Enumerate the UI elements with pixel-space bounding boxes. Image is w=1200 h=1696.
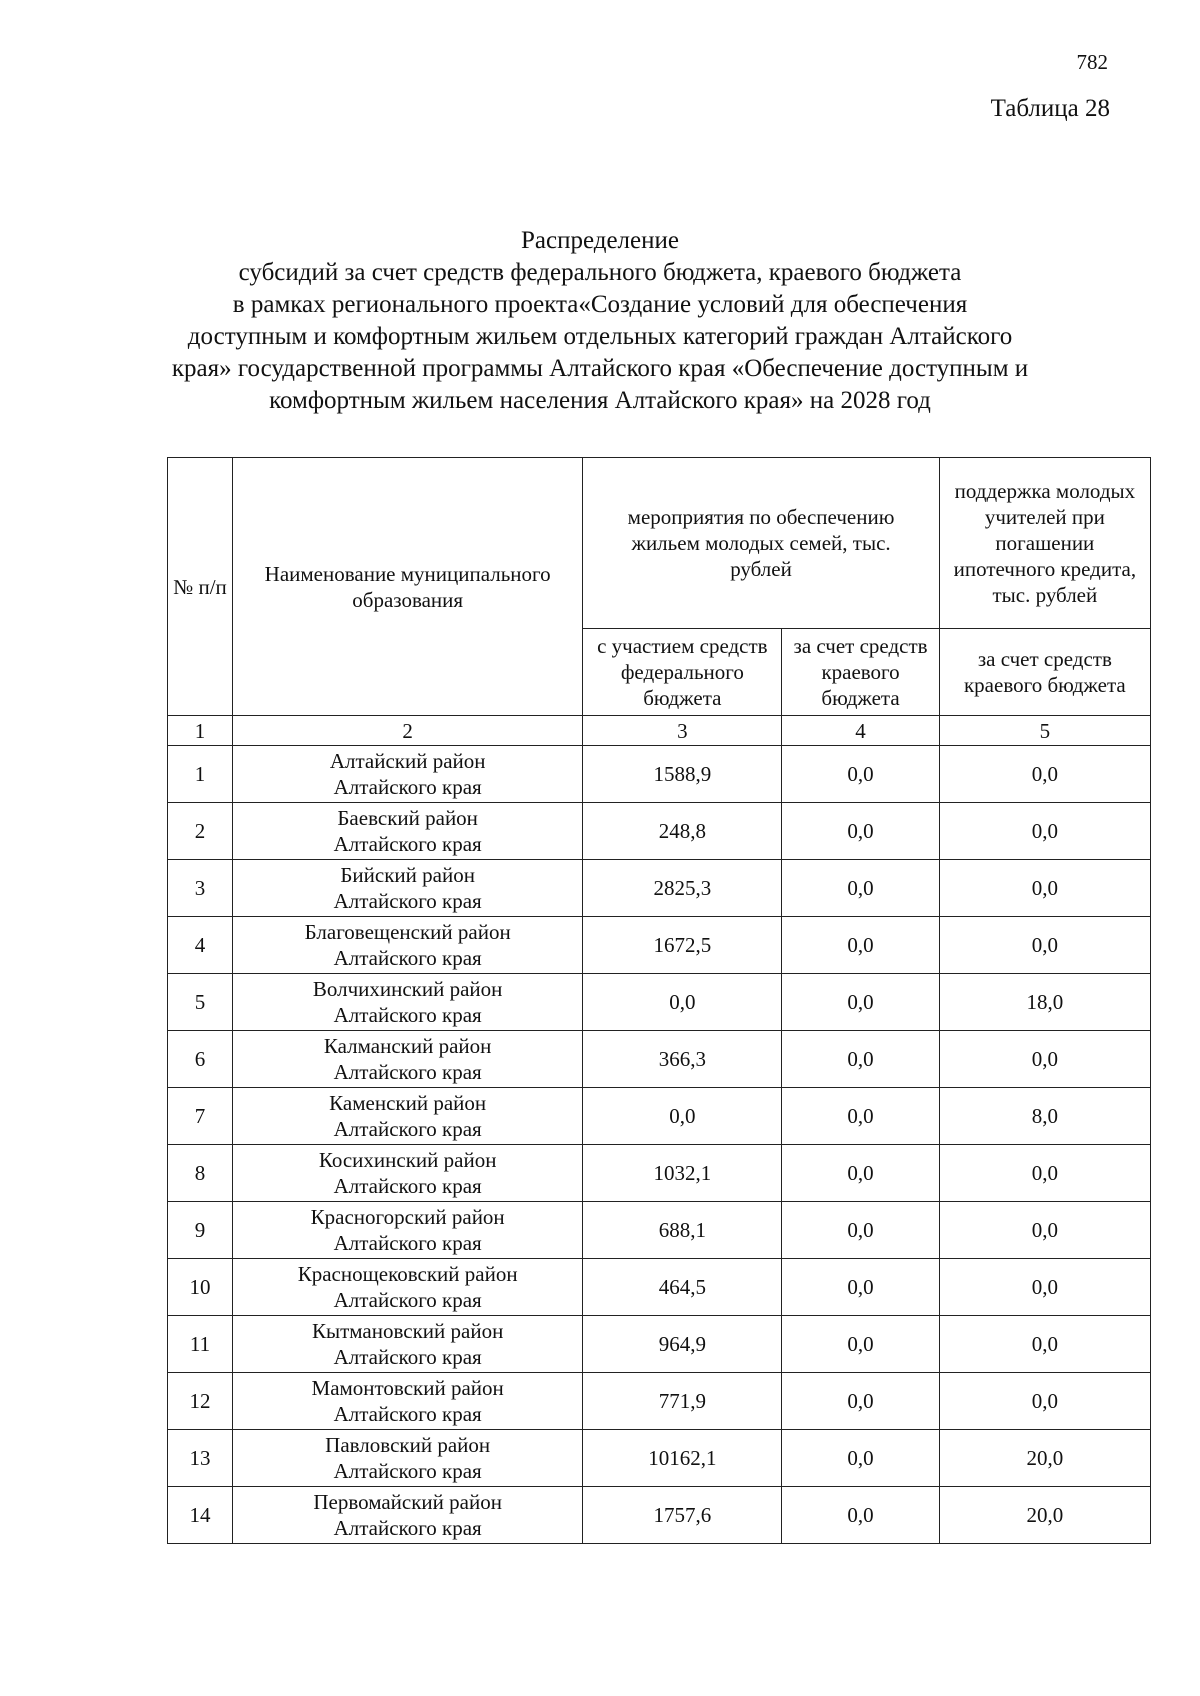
row-number: 5 [168, 974, 233, 1031]
municipality-name-line2: Алтайского края [333, 1060, 482, 1084]
teachers-value: 20,0 [939, 1487, 1150, 1544]
teachers-value: 18,0 [939, 974, 1150, 1031]
federal-value: 248,8 [583, 803, 782, 860]
regional-value: 0,0 [782, 1088, 939, 1145]
header-regional-funds-teachers: за счет средств краевого бюджета [939, 629, 1150, 716]
header-young-families: мероприятия по обеспечению жильем молодых семей, тыс. рублей [583, 458, 939, 629]
title-line: субсидий за счет средств федерального бюджета, краевого бюджета [238, 259, 962, 286]
regional-value: 0,0 [782, 1373, 939, 1430]
municipality-name [232, 1145, 582, 1202]
federal-value: 0,0 [583, 974, 782, 1031]
teachers-value: 0,0 [939, 1259, 1150, 1316]
municipality-name-line2: Алтайского края [333, 946, 482, 970]
municipality-name-line1: Волчихинский район [312, 977, 503, 1001]
table-row [168, 1373, 1151, 1430]
municipality-name [232, 1088, 582, 1145]
teachers-value: 0,0 [939, 803, 1150, 860]
column-number: 2 [232, 716, 582, 746]
municipality-name-line1: Павловский район [325, 1433, 491, 1457]
row-number: 10 [168, 1259, 233, 1316]
document-title [160, 225, 1040, 417]
municipality-name-line2: Алтайского края [333, 1174, 482, 1198]
column-number: 5 [939, 716, 1150, 746]
municipality-name-line1: Баевский район [337, 806, 478, 830]
regional-value: 0,0 [782, 1316, 939, 1373]
regional-value: 0,0 [782, 917, 939, 974]
federal-value: 1588,9 [583, 746, 782, 803]
teachers-value: 0,0 [939, 1145, 1150, 1202]
municipality-name-line1: Косихинский район [318, 1148, 497, 1172]
title-line: в рамках регионального проекта«Создание условий для обеспечения [232, 291, 968, 318]
teachers-value: 0,0 [939, 1316, 1150, 1373]
federal-value: 2825,3 [583, 860, 782, 917]
federal-value: 1672,5 [583, 917, 782, 974]
table-row [168, 1316, 1151, 1373]
federal-value: 1757,6 [583, 1487, 782, 1544]
regional-value: 0,0 [782, 1031, 939, 1088]
municipality-name-line1: Красногорский район [310, 1205, 505, 1229]
municipality-name-line2: Алтайского края [333, 1003, 482, 1027]
federal-value: 771,9 [583, 1373, 782, 1430]
municipality-name-line1: Первомайский район [313, 1490, 502, 1514]
regional-value: 0,0 [782, 1259, 939, 1316]
regional-value: 0,0 [782, 1430, 939, 1487]
municipality-name [232, 860, 582, 917]
municipality-name [232, 803, 582, 860]
row-number: 11 [168, 1316, 233, 1373]
municipality-name-line1: Алтайский район [329, 749, 486, 773]
row-number: 2 [168, 803, 233, 860]
municipality-name [232, 917, 582, 974]
municipality-name [232, 746, 582, 803]
row-number: 7 [168, 1088, 233, 1145]
table-row [168, 860, 1151, 917]
regional-value: 0,0 [782, 974, 939, 1031]
municipality-name-line1: Каменский район [329, 1091, 487, 1115]
teachers-value: 0,0 [939, 1031, 1150, 1088]
row-number: 8 [168, 1145, 233, 1202]
teachers-value: 0,0 [939, 917, 1150, 974]
municipality-name [232, 1259, 582, 1316]
title-line: доступным и комфортным жильем отдельных категорий граждан Алтайского [187, 323, 1013, 350]
municipality-name [232, 1316, 582, 1373]
header-municipality: Наименование муниципального образования [232, 458, 582, 716]
page-number: 782 [1076, 50, 1108, 74]
municipality-name [232, 1430, 582, 1487]
header-regional-funds: за счет средств краевого бюджета [782, 629, 939, 716]
header-row [168, 458, 1151, 629]
municipality-name-line2: Алтайского края [333, 889, 482, 913]
federal-value: 688,1 [583, 1202, 782, 1259]
row-number: 3 [168, 860, 233, 917]
federal-value: 10162,1 [583, 1430, 782, 1487]
row-number: 14 [168, 1487, 233, 1544]
regional-value: 0,0 [782, 1202, 939, 1259]
table-row [168, 1088, 1151, 1145]
table-row [168, 917, 1151, 974]
title-line: комфортным жильем населения Алтайского края» на 2028 год [269, 387, 931, 414]
teachers-value: 8,0 [939, 1088, 1150, 1145]
regional-value: 0,0 [782, 1145, 939, 1202]
table-row [168, 803, 1151, 860]
teachers-value: 0,0 [939, 746, 1150, 803]
column-number: 4 [782, 716, 939, 746]
municipality-name-line2: Алтайского края [333, 1402, 482, 1426]
row-number: 12 [168, 1373, 233, 1430]
table-label: Таблица 28 [990, 95, 1110, 122]
municipality-name-line1: Краснощековский район [297, 1262, 518, 1286]
title-line: Распределение [521, 227, 679, 254]
regional-value: 0,0 [782, 746, 939, 803]
regional-value: 0,0 [782, 860, 939, 917]
table-row [168, 974, 1151, 1031]
table-row [168, 1259, 1151, 1316]
teachers-value: 20,0 [939, 1430, 1150, 1487]
row-number: 4 [168, 917, 233, 974]
municipality-name [232, 1031, 582, 1088]
municipality-name-line2: Алтайского края [333, 1288, 482, 1312]
column-number: 3 [583, 716, 782, 746]
teachers-value: 0,0 [939, 1373, 1150, 1430]
municipality-name-line2: Алтайского края [333, 1345, 482, 1369]
row-number: 9 [168, 1202, 233, 1259]
federal-value: 366,3 [583, 1031, 782, 1088]
municipality-name-line1: Кытмановский район [311, 1319, 504, 1343]
municipality-name-line2: Алтайского края [333, 775, 482, 799]
row-number: 13 [168, 1430, 233, 1487]
table-row [168, 1145, 1151, 1202]
row-number: 1 [168, 746, 233, 803]
header-number: № п/п [168, 458, 233, 716]
table-row [168, 1487, 1151, 1544]
header-federal-funds: с участием средств федерального бюджета [583, 629, 782, 716]
federal-value: 464,5 [583, 1259, 782, 1316]
table-row [168, 746, 1151, 803]
municipality-name-line2: Алтайского края [333, 1231, 482, 1255]
federal-value: 964,9 [583, 1316, 782, 1373]
column-number-row [168, 716, 1151, 746]
municipality-name [232, 1373, 582, 1430]
municipality-name [232, 974, 582, 1031]
municipality-name [232, 1202, 582, 1259]
title-line: края» государственной программы Алтайского края «Обеспечение доступным и [171, 355, 1029, 382]
table-row [168, 1430, 1151, 1487]
teachers-value: 0,0 [939, 860, 1150, 917]
municipality-name-line1: Благовещенский район [304, 920, 511, 944]
teachers-value: 0,0 [939, 1202, 1150, 1259]
municipality-name-line1: Бийский район [340, 863, 475, 887]
municipality-name-line1: Мамонтовский район [311, 1376, 504, 1400]
subsidy-distribution-table [167, 457, 1151, 1544]
municipality-name-line2: Алтайского края [333, 832, 482, 856]
table-row [168, 1202, 1151, 1259]
regional-value: 0,0 [782, 803, 939, 860]
municipality-name [232, 1487, 582, 1544]
regional-value: 0,0 [782, 1487, 939, 1544]
federal-value: 0,0 [583, 1088, 782, 1145]
header-young-teachers: поддержка молодых учителей при погашении ипотечного кредита, тыс. рублей [939, 458, 1150, 629]
municipality-name-line2: Алтайского края [333, 1459, 482, 1483]
table-row [168, 1031, 1151, 1088]
row-number: 6 [168, 1031, 233, 1088]
federal-value: 1032,1 [583, 1145, 782, 1202]
column-number: 1 [168, 716, 233, 746]
municipality-name-line2: Алтайского края [333, 1516, 482, 1540]
municipality-name-line2: Алтайского края [333, 1117, 482, 1141]
municipality-name-line1: Калманский район [323, 1034, 492, 1058]
